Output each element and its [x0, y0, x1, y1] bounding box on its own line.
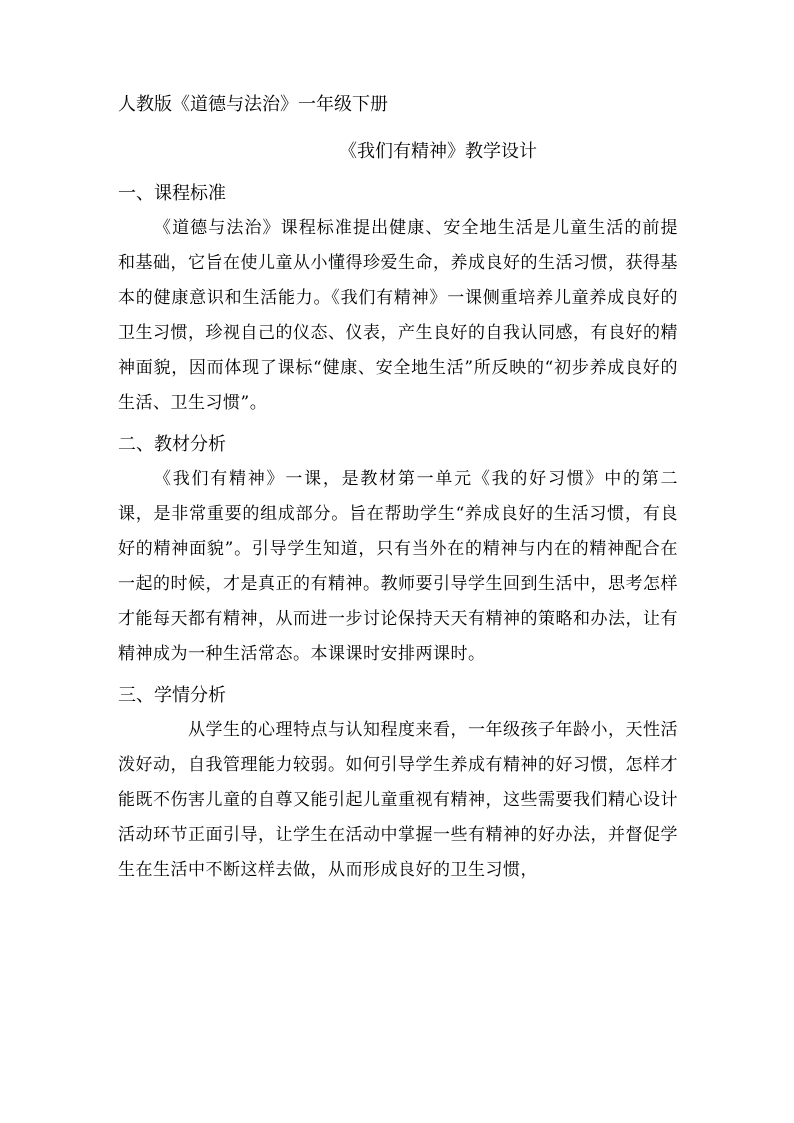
document-title: 《我们有精神》教学设计: [339, 141, 537, 162]
document-body: [118, 93, 678, 888]
section-heading: 二、教材分析: [118, 434, 226, 455]
section-paragraph: 《道德与法治》课程标准提出健康、安全地生活是儿童生活的前提和基础，它旨在使儿童从小懂得珍爱生命，养成良好的生活习惯，获得基本的健康意识和生活能力。《我们有精神》一课侧重培养儿童养成良好的卫生习惯，珍视自己的仪态、仪表，产生良好的自我认同感，有良好的精神面貌，因而体现了课标“健康、安全地生活”所反映的“初步养成良好的生活、卫生习惯”。: [118, 218, 678, 413]
textbook-header: 人教版《道德与法治》一年级下册: [118, 94, 388, 115]
section-heading: 一、课程标准: [118, 183, 226, 204]
section-student-analysis: [118, 678, 678, 888]
section-paragraph: 从学生的心理特点与认知程度来看，一年级孩子年龄小，天性活泼好动，自我管理能力较弱。如何引导学生养成有精神的好习惯，怎样才能既不伤害儿童的自尊又能引起儿童重视有精神，这些需要我们精心设计活动环节正面引导，让学生在活动中掌握一些有精神的好办法，并督促学生在生活中不断这样去做，从而形成良好的卫生习惯，: [118, 720, 678, 880]
section-textbook-analysis: [118, 427, 678, 672]
section-heading: 三、学情分析: [118, 685, 226, 706]
section-paragraph: 《我们有精神》一课，是教材第一单元《我的好习惯》中的第二课，是非常重要的组成部分。旨在帮助学生“养成良好的生活习惯，有良好的精神面貌”。引导学生知道，只有当外在的精神与内在的精神配合在一起的时候，才是真正的有精神。教师要引导学生回到生活中，思考怎样才能每天都有精神，从而进一步讨论保持天天有精神的策略和办法，让有精神成为一种生活常态。本课课时安排两课时。: [118, 469, 678, 664]
section-curriculum-standard: [118, 176, 678, 421]
